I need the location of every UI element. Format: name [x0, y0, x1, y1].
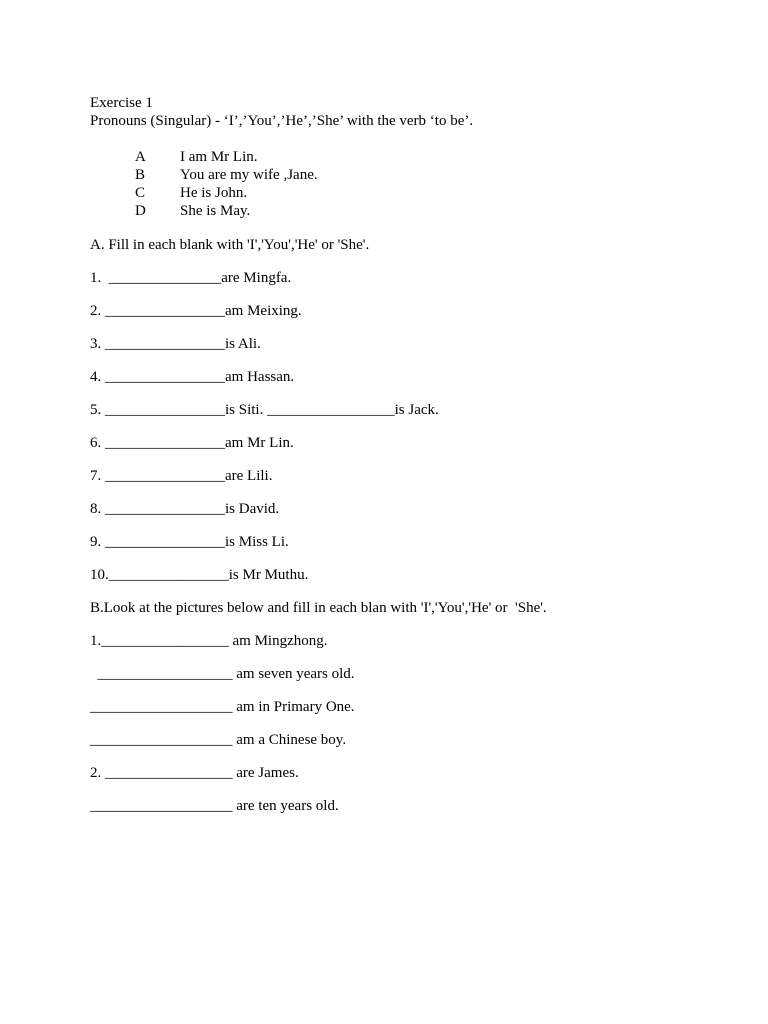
example-row	[135, 166, 730, 184]
example-letter: D	[135, 203, 146, 219]
section-b-question: 2. _________________ are James.	[90, 765, 299, 781]
example-sentence: You are my wife ,Jane.	[180, 167, 318, 183]
section-b-question: __________________ am seven years old.	[90, 666, 355, 682]
section-b-question: 1._________________ am Mingzhong.	[90, 633, 328, 649]
example-sentence: She is May.	[180, 203, 251, 219]
example-sentence: He is John.	[180, 185, 248, 201]
example-letter: C	[135, 185, 146, 201]
section-a-question: 2. ________________am Meixing.	[90, 303, 302, 319]
example-letter: B	[135, 167, 146, 183]
section-a-question: 1. _______________are Mingfa.	[90, 270, 292, 286]
section-b-question: ___________________ are ten years old.	[90, 798, 339, 814]
example-sentence: I am Mr Lin.	[180, 149, 258, 165]
section-a-question: 9. ________________is Miss Li.	[90, 534, 289, 550]
section-a-question: 8. ________________is David.	[90, 501, 280, 517]
section-b-instruction: B.Look at the pictures below and fill in each blan with 'I','You','He' or 'She'.	[90, 600, 547, 616]
section-b-question: ___________________ am a Chinese boy.	[90, 732, 347, 748]
worksheet-page	[90, 94, 730, 815]
section-a-question: 7. ________________are Lili.	[90, 468, 273, 484]
example-list	[135, 148, 730, 220]
section-a-instruction: A. Fill in each blank with 'I','You','He' or 'She'.	[90, 237, 370, 253]
example-row	[135, 202, 730, 220]
section-b-question: ___________________ am in Primary One.	[90, 699, 355, 715]
example-letter: A	[135, 149, 146, 165]
example-row	[135, 184, 730, 202]
section-a-question: 10.________________is Mr Muthu.	[90, 567, 309, 583]
section-a-question: 6. ________________am Mr Lin.	[90, 435, 294, 451]
example-row	[135, 148, 730, 166]
exercise-subheading: Pronouns (Singular) - ‘I’,’You’,’He’,’She’ with the verb ‘to be’.	[90, 113, 474, 129]
section-a-question: 3. ________________is Ali.	[90, 336, 261, 352]
exercise-heading: Exercise 1	[90, 95, 153, 111]
section-a-question: 4. ________________am Hassan.	[90, 369, 295, 385]
section-a-question: 5. ________________is Siti. _________________is Jack.	[90, 402, 439, 418]
